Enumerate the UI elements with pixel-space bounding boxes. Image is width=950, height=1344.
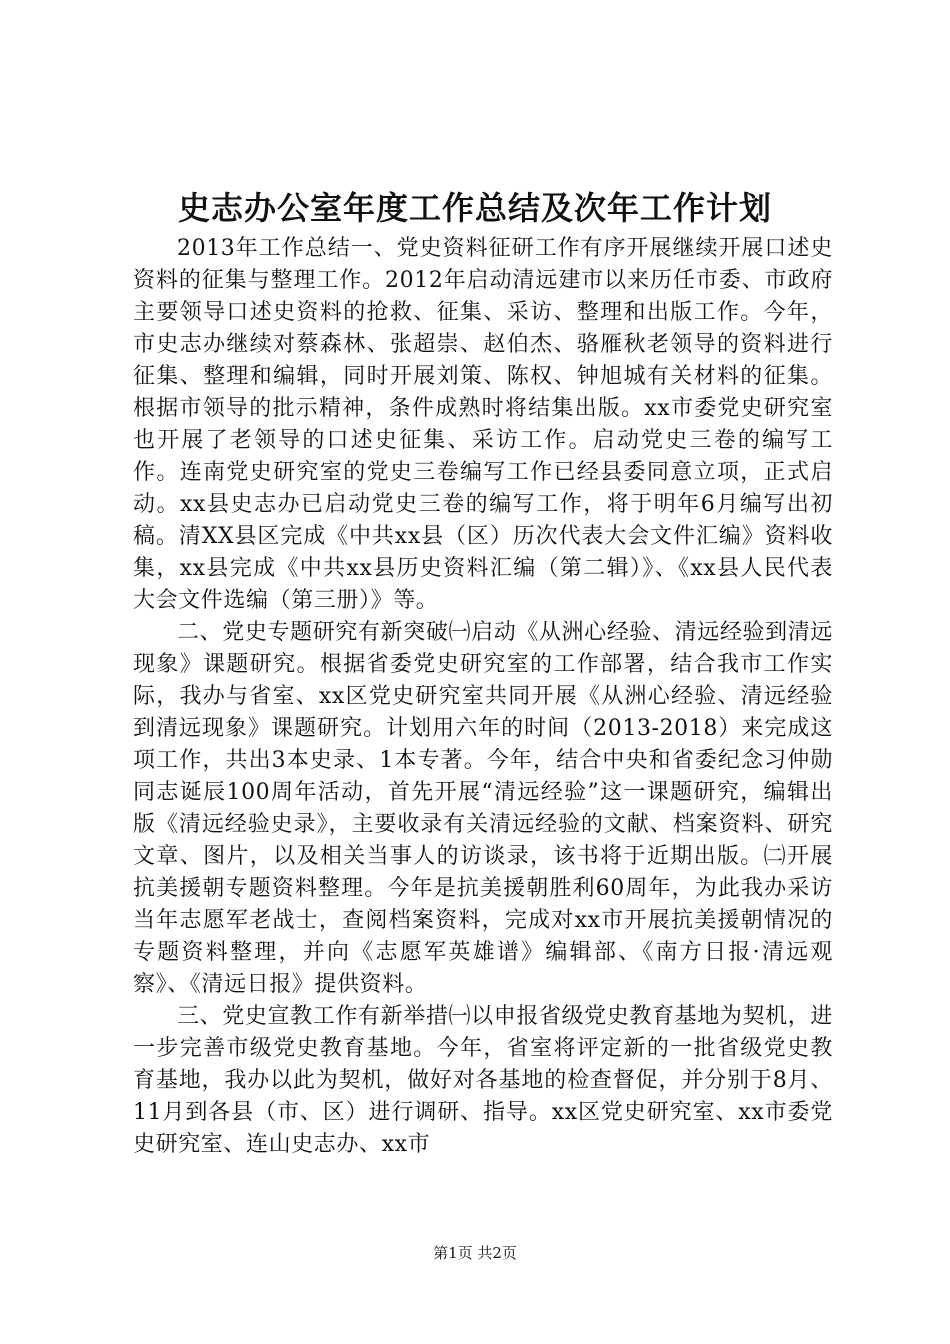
- document-body: [133, 233, 833, 1161]
- paragraph-summary-2013: 2013年工作总结一、党史资料征研工作有序开展继续开展口述史资料的征集与整理工作。2012年启动清远建市以来历任市委、市政府主要领导口述史资料的抢救、征集、采访、整理和出版工作。今年，市史志办继续对蔡森林、张超崇、赵伯杰、骆雁秋老领导的资料进行征集、整理和编辑，同时开展刘策、陈权、钟旭城有关材料的征集。根据市领导的批示精神，条件成熟时将结集出版。xx市委党史研究室也开展了老领导的口述史征集、采访工作。启动党史三卷的编写工作。连南党史研究室的党史三卷编写工作已经县委同意立项，正式启动。xx县史志办已启动党史三卷的编写工作，将于明年6月编写出初稿。清XX县区完成《中共xx县（区）历次代表大会文件汇编》资料收集，xx县完成《中共xx县历史资料汇编（第二辑）》、《xx县人民代表大会文件选编（第三册）》等。: [133, 236, 833, 613]
- document-title: 史志办公室年度工作总结及次年工作计划: [177, 189, 772, 227]
- paragraph-research-breakthrough: 二、党史专题研究有新突破㈠启动《从洲心经验、清远经验到清远现象》课题研究。根据省委党史研究室的工作部署，结合我市工作实际，我办与省室、xx区党史研究室共同开展《从洲心经验、清远经验到清远现象》课题研究。计划用六年的时间（2013-2018）来完成这项工作，共出3本史录、1本专著。今年，结合中央和省委纪念习仲勋同志诞辰100周年活动，首先开展“清远经验”这一课题研究，编辑出版《清远经验史录》，主要收录有关清远经验的文献、档案资料、研究文章、图片，以及相关当事人的访谈录，该书将于近期出版。㈡开展抗美援朝专题资料整理。今年是抗美援朝胜利60周年，为此我办采访当年志愿军老战士，查阅档案资料，完成对xx市开展抗美援朝情况的专题资料整理，并向《志愿军英雄谱》编辑部、《南方日报·清远观察》、《清远日报》提供资料。: [133, 620, 833, 997]
- page-number-footer: 第1页 共2页: [433, 1244, 517, 1262]
- paragraph-education-measures: 三、党史宣教工作有新举措㈠以申报省级党史教育基地为契机，进一步完善市级党史教育基地。今年，省室将评定新的一批省级党史教育基地，我办以此为契机，做好对各基地的检查督促，并分别于8月、11月到各县（市、区）进行调研、指导。xx区党史研究室、xx市委党史研究室、连山史志办、xx市: [133, 1004, 833, 1157]
